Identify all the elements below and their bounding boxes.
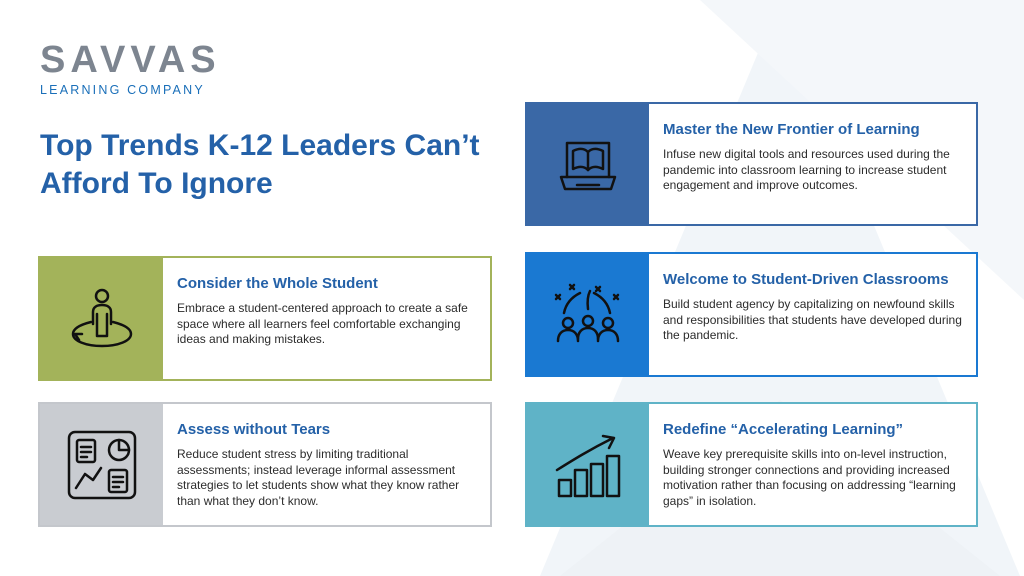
trend-card-whole-student (38, 256, 492, 381)
dashboard-icon (65, 428, 139, 502)
card-icon-panel (527, 404, 649, 525)
growth-chart-icon (551, 428, 625, 502)
trend-card-assess (38, 402, 492, 527)
card-title: Welcome to Student-Driven Classrooms (663, 271, 949, 288)
logo-tagline: LEARNING COMPANY (40, 83, 205, 97)
card-body: Build student agency by capitalizing on newfound skills and responsibilities that students have developed during the pandemic. (663, 297, 962, 342)
card-text (163, 404, 490, 525)
person-circle-icon (67, 284, 137, 354)
card-text (649, 104, 976, 224)
card-icon-panel (527, 104, 649, 224)
trend-card-master-frontier (525, 102, 978, 226)
page-title: Top Trends K-12 Leaders Can’t Afford To Ignore (40, 129, 480, 200)
card-icon-panel (527, 254, 649, 375)
card-text (649, 254, 976, 375)
card-title: Master the New Frontier of Learning (663, 121, 920, 138)
card-body: Weave key prerequisite skills into on-level instruction, building stronger connections and providing increased motivation rather than focusing on addressing “learning gaps” in isolation. (663, 447, 956, 508)
card-body: Embrace a student-centered approach to create a safe space where all learners feel comfortable exchanging ideas and making mistakes. (177, 301, 468, 346)
laptop-book-icon (553, 129, 623, 199)
card-title: Assess without Tears (177, 421, 331, 438)
card-text (163, 258, 490, 379)
group-celebration-icon (552, 279, 624, 351)
card-body: Reduce student stress by limiting traditional assessments; instead leverage informal assessment strategies to let students show what they know rather than what they don’t know. (177, 447, 460, 508)
card-text (649, 404, 976, 525)
logo-wordmark: SAVVAS (40, 39, 221, 81)
trend-card-accelerating (525, 402, 978, 527)
card-title: Consider the Whole Student (177, 275, 378, 292)
card-body: Infuse new digital tools and resources used during the pandemic into classroom learning to increase student engagement and improve outcomes. (663, 147, 950, 192)
card-title: Redefine “Accelerating Learning” (663, 421, 904, 438)
trend-card-student-driven (525, 252, 978, 377)
savvas-logo (40, 40, 221, 98)
card-icon-panel (40, 404, 163, 525)
card-icon-panel (40, 258, 163, 379)
